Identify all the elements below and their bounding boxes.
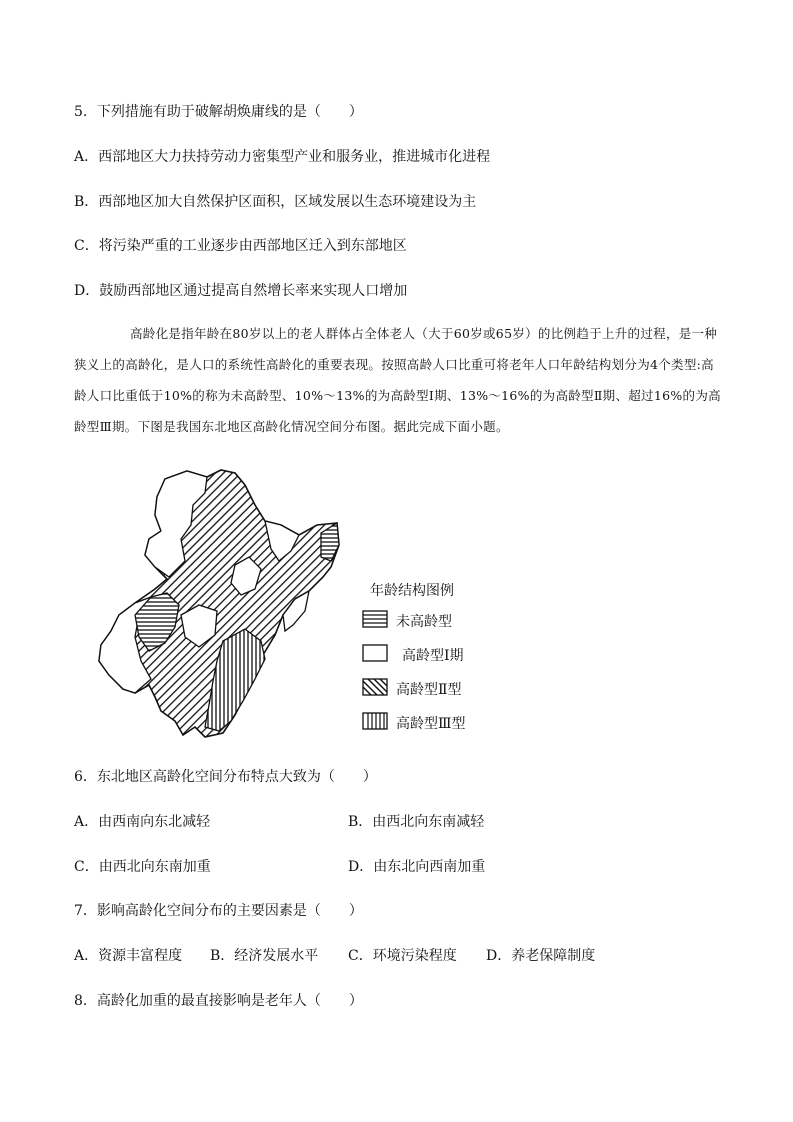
- q7-option-a: A．资源丰富程度: [74, 948, 183, 964]
- legend-label: 高龄型Ⅲ型: [396, 716, 466, 732]
- q5-option-a: A．西部地区大力扶持劳动力密集型产业和服务业，推进城市化进程: [74, 149, 491, 165]
- legend-swatch-blank: [362, 644, 388, 662]
- q5-option-b: B．西部地区加大自然保护区面积，区域发展以生态环境建设为主: [74, 194, 477, 210]
- legend-swatch-vertical: [362, 712, 388, 730]
- legend-label: 未高龄型: [396, 614, 452, 630]
- q7-option-d: D．养老保障制度: [486, 948, 596, 964]
- map-legend: [362, 580, 522, 740]
- q6-option-d: D．由东北向西南加重: [348, 859, 486, 875]
- q6-option-a: A．由西南向东北减轻: [74, 814, 211, 830]
- legend-label: 高龄型Ⅱ型: [396, 682, 462, 698]
- q8-stem: 8．高龄化加重的最直接影响是老年人（ ）: [74, 993, 363, 1009]
- q6-stem: 6．东北地区高龄化空间分布特点大致为（ ）: [74, 769, 377, 785]
- q5-option-c: C．将污染严重的工业逐步由西部地区迁入到东部地区: [74, 238, 407, 254]
- material-paragraph: [74, 318, 722, 442]
- northeast-china-aging-map: [95, 465, 345, 744]
- legend-swatch-horizontal: [362, 610, 388, 628]
- legend-title: 年龄结构图例: [370, 583, 454, 599]
- q7-stem: 7．影响高龄化空间分布的主要因素是（ ）: [74, 903, 363, 919]
- legend-label: 高龄型Ⅰ期: [402, 648, 464, 664]
- q6-option-b: B．由西北向东南减轻: [348, 814, 485, 830]
- q7-option-b: B．经济发展水平: [210, 948, 319, 964]
- legend-swatch-diagonal: [362, 678, 388, 696]
- q6-option-c: C．由西北向东南加重: [74, 859, 211, 875]
- material-text: 高龄化是指年龄在80岁以上的老人群体占全体老人（大于60岁或65岁）的比例趋于上升的过程，是一种狭义上的高龄化，是人口的系统性高龄化的重要表现。按照高龄人口比重可将老年人口年龄结构划分为4个类型:高龄人口比重低于10%的称为未高龄型、10%～13%的为高龄型Ⅰ期、13%～16%的为高龄型Ⅱ期、超过16%的为高龄型Ⅲ期。下图是我国东北地区高龄化情况空间分布图。据此完成下面小题。: [74, 326, 721, 434]
- q5-stem: 5．下列措施有助于破解胡焕庸线的是（ ）: [74, 104, 363, 120]
- q5-option-d: D．鼓励西部地区通过提高自然增长率来实现人口增加: [74, 283, 408, 299]
- q7-option-c: C．环境污染程度: [348, 948, 457, 964]
